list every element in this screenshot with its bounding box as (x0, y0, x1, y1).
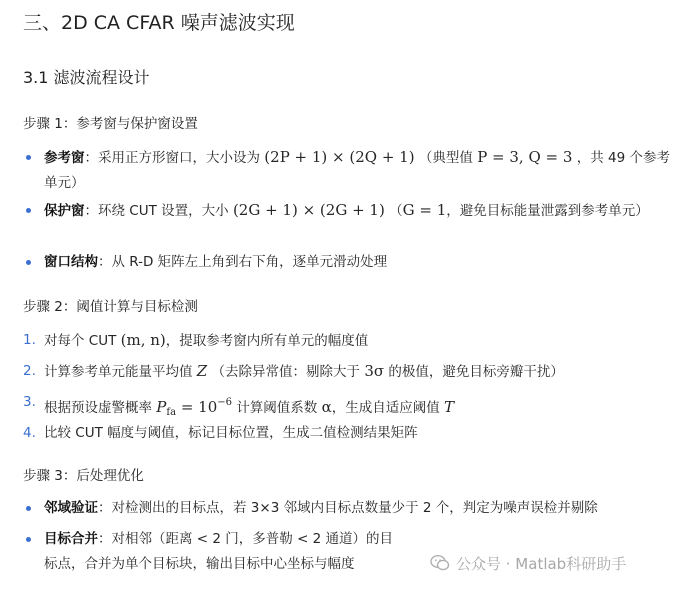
item-number: 2. (23, 363, 36, 379)
item-number: 4. (23, 425, 36, 441)
item-label: 邻域验证 (44, 500, 98, 516)
list-item: 邻域验证：对检测出的目标点，若 3×3 邻域内目标点数量少于 2 个，判定为噪声误检并剔除 (23, 496, 683, 521)
item-label: 目标合并 (44, 531, 98, 547)
wechat-icon (430, 554, 450, 572)
item-number: 1. (23, 332, 36, 348)
list-item: 2. 计算参考单元能量平均值 Z （去除异常值：剔除大于 3σ 的极值，避免目标旁瓣干扰） (23, 359, 683, 385)
item-label: 窗口结构 (44, 254, 98, 270)
item-number: 3. (23, 394, 36, 410)
bullet-icon (26, 537, 31, 542)
math-expr: P = 3, Q = 3 (477, 148, 573, 166)
bullet-icon (26, 260, 31, 265)
math-expr: (2P + 1) × (2Q + 1) (264, 148, 415, 166)
watermark-text: 公众号 · Matlab科研助手 (456, 554, 627, 573)
math-expr: T (444, 398, 455, 416)
math-expr: 3σ (364, 362, 385, 380)
item-label: 参考窗 (44, 150, 85, 166)
list-item: 3. 根据预设虚警概率 $P_{fa} = 10^{-6}$ 计算阈值系数 α，生成自适应阈值 T (23, 390, 683, 425)
step2-title: 步骤 2：阈值计算与目标检测 (23, 299, 198, 315)
section-heading: 3.1 滤波流程设计 (23, 68, 150, 87)
list-item: 目标合并：对相邻（距离 < 2 门，多普勒 < 2 通道）的目标点，合并为单个目标块，输出目标中心坐标与幅度 (23, 527, 403, 577)
bullet-icon (26, 506, 31, 511)
page-heading: 三、2D CA CFAR 噪声滤波实现 (23, 12, 295, 34)
bullet-icon (26, 155, 31, 160)
list-item: 4. 比较 CUT 幅度与阈值，标记目标位置，生成二值检测结果矩阵 (23, 421, 683, 446)
math-expr: $P_{fa} = 10^{-6}$ (156, 397, 233, 418)
watermark (430, 552, 626, 574)
list-item: 参考窗：采用正方形窗口，大小设为 (2P + 1) × (2Q + 1) （典型值 P = 3, Q = 3 ，共 49 个参考单元） (23, 145, 683, 196)
math-expr: Z (196, 362, 208, 380)
math-expr: G = 1 (402, 201, 447, 219)
math-expr: (2G + 1) × (2G + 1) (232, 201, 385, 219)
step1-title: 步骤 1：参考窗与保护窗设置 (23, 116, 198, 132)
bullet-icon (26, 208, 31, 213)
step3-title: 步骤 3：后处理优化 (23, 468, 144, 484)
math-expr: (m, n) (120, 331, 166, 349)
math-expr: α (321, 398, 332, 416)
list-item: 1. 对每个 CUT (m, n)，提取参考窗内所有单元的幅度值 (23, 328, 683, 354)
item-label: 保护窗 (44, 203, 85, 219)
list-item: 保护窗：环绕 CUT 设置，大小 (2G + 1) × (2G + 1) （G = 1，避免目标能量泄露到参考单元） (23, 198, 683, 224)
list-item: 窗口结构：从 R-D 矩阵左上角到右下角，逐单元滑动处理 (23, 250, 683, 275)
